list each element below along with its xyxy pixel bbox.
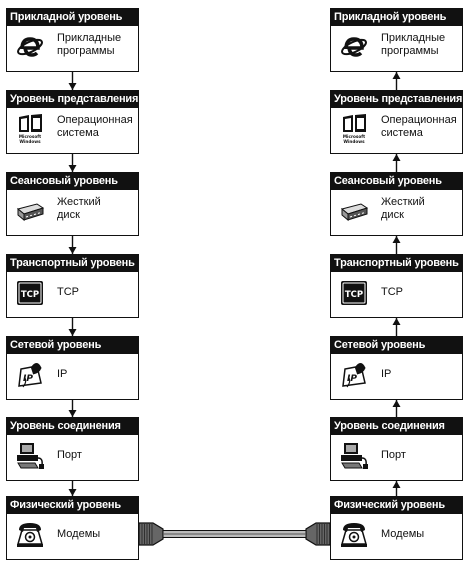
port-computer-icon: [15, 441, 45, 471]
layer-description: [381, 286, 463, 299]
layer-box-right-5: [330, 336, 463, 400]
windows-logo-icon: [339, 114, 369, 144]
layer-body: [7, 272, 138, 316]
layer-box-right-2: [330, 90, 463, 154]
layer-box-left-6: [6, 417, 139, 481]
layer-body: [331, 26, 462, 70]
layer-description-line: диск: [57, 209, 80, 221]
layer-title: Уровень представления: [7, 91, 138, 108]
icon-text: Microsoft: [342, 134, 366, 139]
icon-text: TCP: [20, 290, 40, 300]
arrow-left-6: [69, 481, 77, 496]
layer-description-line: TCP: [381, 286, 403, 298]
layer-body: [7, 354, 138, 398]
arrow-right-5: [393, 400, 401, 417]
layer-body: [331, 354, 462, 398]
ip-icon: [339, 360, 369, 390]
layer-description-line: Жесткий: [381, 196, 425, 208]
layer-description-line: Жесткий: [57, 196, 101, 208]
layer-body: [7, 108, 138, 152]
layer-box-right-3: [330, 172, 463, 236]
layer-title: Физический уровень: [7, 497, 138, 514]
cable-link: [139, 523, 330, 545]
layer-box-right-6: [330, 417, 463, 481]
icon-text: Windows: [19, 139, 41, 144]
layer-description: [57, 32, 139, 58]
layer-body: [331, 435, 462, 479]
layer-description: [381, 32, 463, 58]
ip-icon: [15, 360, 45, 390]
hard-disk-icon: [15, 196, 45, 226]
internet-explorer-icon: [15, 32, 45, 62]
layer-description-line: IP: [57, 368, 68, 380]
layer-title: Сеансовый уровень: [331, 173, 462, 190]
layer-body: [331, 514, 462, 558]
tcp-icon: [339, 278, 369, 308]
arrow-right-3: [393, 236, 401, 254]
arrow-left-1: [69, 72, 77, 90]
layer-description-line: диск: [381, 209, 404, 221]
layer-title: Транспортный уровень: [331, 255, 462, 272]
arrow-right-2: [393, 154, 401, 172]
layer-box-left-2: [6, 90, 139, 154]
layer-description: [381, 196, 463, 222]
layer-description-line: система: [57, 127, 99, 139]
layer-body: [7, 435, 138, 479]
layer-description: [57, 528, 139, 541]
layer-description-line: Модемы: [57, 528, 101, 540]
layer-box-left-5: [6, 336, 139, 400]
layer-description-line: Прикладные: [57, 32, 122, 44]
layer-description: [57, 368, 139, 381]
layer-box-left-3: [6, 172, 139, 236]
hard-disk-icon: [339, 196, 369, 226]
layer-description: [381, 528, 463, 541]
layer-description: [381, 114, 463, 140]
layer-description-line: Порт: [381, 449, 406, 461]
icon-text: IP: [23, 374, 33, 384]
layer-description: [57, 196, 139, 222]
tcp-icon: [15, 278, 45, 308]
layer-description-line: Операционная: [381, 114, 457, 126]
layer-description: [57, 114, 139, 140]
icon-text: IP: [347, 374, 357, 384]
layer-description-line: Порт: [57, 449, 82, 461]
layer-description: [381, 449, 463, 462]
arrow-left-5: [69, 400, 77, 417]
layer-box-left-7: [6, 496, 139, 560]
layer-title: Уровень соединения: [331, 418, 462, 435]
layer-description-line: Прикладные: [381, 32, 446, 44]
modem-phone-icon: [15, 520, 45, 550]
layer-description: [57, 286, 139, 299]
layer-body: [331, 108, 462, 152]
modem-phone-icon: [339, 520, 369, 550]
layer-title: Сеансовый уровень: [7, 173, 138, 190]
port-computer-icon: [339, 441, 369, 471]
layer-box-right-4: [330, 254, 463, 318]
layer-body: [331, 190, 462, 234]
layer-title: Уровень представления: [331, 91, 462, 108]
layer-title: Сетевой уровень: [7, 337, 138, 354]
layer-box-right-7: [330, 496, 463, 560]
arrow-right-1: [393, 72, 401, 90]
layer-description-line: TCP: [57, 286, 79, 298]
layer-box-right-1: [330, 8, 463, 72]
layer-description-line: система: [381, 127, 423, 139]
layer-description-line: Модемы: [381, 528, 425, 540]
layer-box-left-4: [6, 254, 139, 318]
layer-title: Прикладной уровень: [7, 9, 138, 26]
layer-title: Прикладной уровень: [331, 9, 462, 26]
layer-body: [7, 514, 138, 558]
layer-description-line: Операционная: [57, 114, 133, 126]
layer-description: [57, 449, 139, 462]
arrow-left-4: [69, 318, 77, 336]
layer-body: [331, 272, 462, 316]
arrow-left-3: [69, 236, 77, 254]
icon-text: Microsoft: [18, 134, 42, 139]
icon-text: Windows: [343, 139, 365, 144]
internet-explorer-icon: [339, 32, 369, 62]
layer-box-left-1: [6, 8, 139, 72]
layer-description-line: программы: [57, 45, 115, 57]
layer-title: Уровень соединения: [7, 418, 138, 435]
icon-text: TCP: [344, 290, 364, 300]
layer-body: [7, 26, 138, 70]
layer-description-line: программы: [381, 45, 439, 57]
layer-title: Физический уровень: [331, 497, 462, 514]
layer-title: Транспортный уровень: [7, 255, 138, 272]
arrow-right-6: [393, 481, 401, 496]
arrow-right-4: [393, 318, 401, 336]
layer-body: [7, 190, 138, 234]
layer-title: Сетевой уровень: [331, 337, 462, 354]
windows-logo-icon: [15, 114, 45, 144]
layer-description: [381, 368, 463, 381]
layer-description-line: IP: [381, 368, 392, 380]
arrow-left-2: [69, 154, 77, 172]
